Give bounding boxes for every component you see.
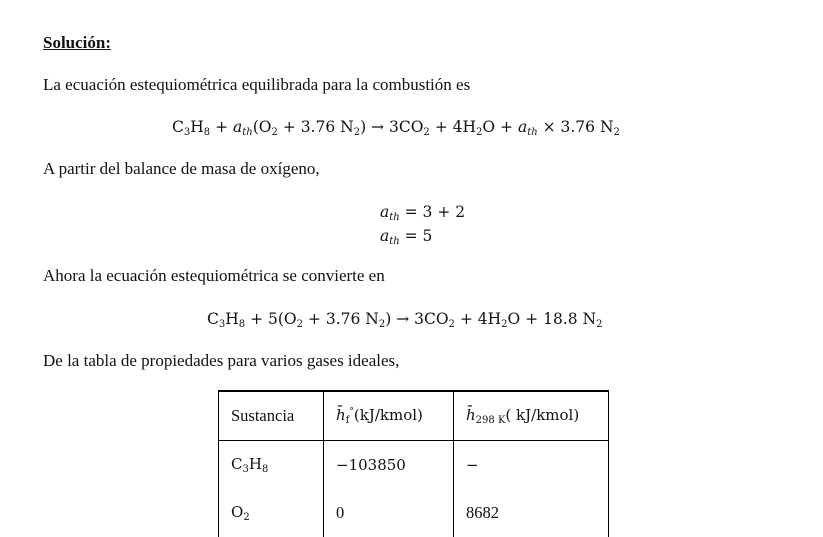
equation-balanced: $C_3H_8 + a_{th}(O_2 + 3.76$ $N_2) \to 3CO_2 + 4H_2O + a_{th} \times 3.76$ $N_2$	[172, 118, 620, 138]
properties-table	[218, 390, 609, 537]
paragraph-oxygen-balance: A partir del balance de masa de oxígeno,	[43, 159, 320, 178]
equation-ath-value: $a_{th} = 5$	[380, 227, 433, 247]
header-enthalpy-298k: $h̄_{298 K}$( kJ/kmol)	[454, 391, 609, 441]
cell-h298-c3h8: −	[454, 441, 609, 490]
header-enthalpy-formation: $h̄_f^\circ(kJ/kmol)$	[324, 391, 454, 441]
paragraph-converted: Ahora la ecuación estequiométrica se convierte en	[43, 266, 385, 285]
equation-ath-sum: $a_{th} = 3 + 2$	[380, 203, 466, 223]
table-row	[219, 489, 609, 537]
cell-hf-c3h8: −103850	[324, 441, 454, 490]
table-header-row	[219, 391, 609, 441]
solution-heading: Solución:	[43, 33, 112, 52]
cell-hf-o2: 0	[324, 489, 454, 537]
cell-h298-o2: 8682	[454, 489, 609, 537]
table-row	[219, 441, 609, 490]
cell-substance-c3h8: $C_3H_8$	[219, 441, 324, 490]
paragraph-intro: La ecuación estequiométrica equilibrada para la combustión es	[43, 75, 471, 94]
paragraph-table-intro: De la tabla de propiedades para varios gases ideales,	[43, 351, 400, 370]
header-substance: Sustancia	[219, 391, 324, 441]
cell-substance-o2: $O_2$	[219, 489, 324, 537]
equation-final: $C_3H_8 + 5(O_2 + 3.76$ $N_2) \to 3CO_2 + 4H_2O + 18.8$ $N_2$	[207, 310, 603, 330]
